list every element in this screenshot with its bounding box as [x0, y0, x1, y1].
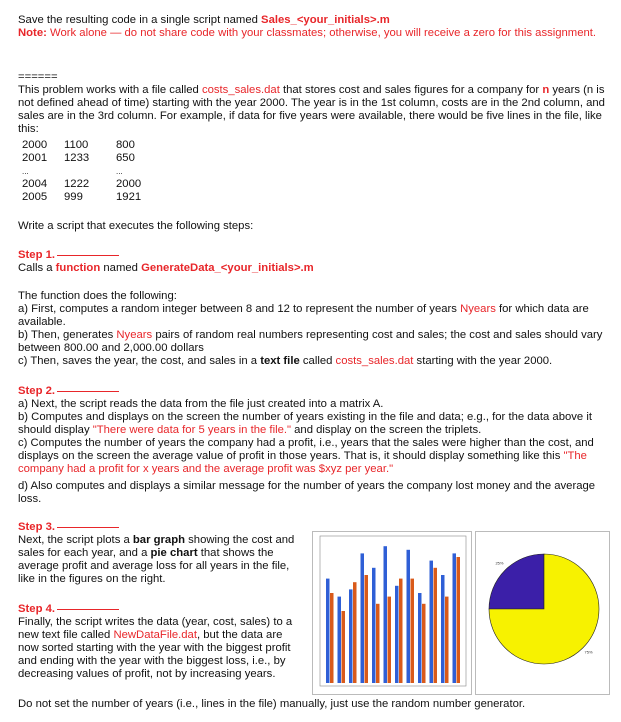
- note-label: Note:: [18, 27, 47, 39]
- pie-label-1: 75%: [584, 649, 593, 655]
- step1-title: Step 1.: [18, 249, 56, 261]
- bar-cost-10: [430, 561, 434, 683]
- bar-cost-3: [349, 589, 353, 683]
- step2-rule: [57, 391, 119, 392]
- table-cell: ...: [22, 167, 29, 176]
- bar-sales-9: [422, 604, 426, 683]
- step1-b-text: b) Then, generates: [18, 329, 117, 341]
- step1-a-text: a) First, computes a random integer between 8 and 12 to represent the number of years: [18, 303, 461, 315]
- intro-paragraph: [18, 84, 606, 136]
- step1-desc: The function does the following:: [18, 290, 177, 302]
- save-text: Save the resulting code in a single script named: [18, 14, 262, 26]
- step3-heading: [18, 521, 304, 534]
- step3-text: [18, 534, 304, 586]
- bar-sales-2: [342, 611, 346, 683]
- pie-group: [489, 554, 599, 664]
- intro-text-2: that stores cost and sales figures for a company for: [279, 84, 543, 96]
- step3-bar: bar graph: [132, 534, 186, 546]
- bar-cost-9: [418, 593, 422, 683]
- separator: ======: [18, 71, 58, 83]
- bar-chart: [312, 531, 472, 695]
- step4-text-1: Finally, the script writes the data (year, cost, sales) to a new text file called: [18, 616, 293, 641]
- step2-b-post: and display on the screen the triplets.: [291, 424, 482, 436]
- step2-c-text: c) Computes the number of years the company had a profit, i.e., years that the sales were higher than the cost, and displays on the screen the average value of profit in those years. That is, it should display something like this: [18, 437, 594, 462]
- table-cell: 2000: [116, 178, 142, 190]
- table-cell: [64, 165, 116, 178]
- step1-a-post: for which data are available.: [18, 303, 589, 328]
- step1-c-text: c) Then, saves the year, the cost, and sales in a: [18, 355, 261, 367]
- table-cell: 2001: [22, 152, 48, 164]
- table-row: [22, 152, 141, 165]
- bar-sales-3: [353, 582, 357, 683]
- save-instruction: [18, 14, 606, 27]
- table-row: [22, 178, 141, 191]
- bar-sales-11: [445, 597, 449, 683]
- bar-cost-7: [395, 586, 399, 683]
- bar-cost-5: [372, 568, 376, 683]
- step4-text: [18, 616, 304, 681]
- table-row: [22, 165, 141, 178]
- step1-c: [18, 355, 606, 368]
- step3-text-3: that shows the average profit and average loss for all years in the file, like in the figures on the right.: [18, 547, 290, 585]
- bar-sales-1: [330, 593, 334, 683]
- step1-function-name: GenerateData_<your_initials>.m: [141, 262, 314, 274]
- step1-call: [18, 262, 606, 275]
- step4-title: Step 4.: [18, 603, 56, 615]
- step1-a-var: Nyears: [460, 303, 496, 315]
- note-text: Work alone — do not share code with your classmates; otherwise, you will receive a zero for this assignment.: [46, 27, 597, 39]
- step3-text-1: Next, the script plots a: [18, 534, 133, 546]
- step3-rule: [57, 527, 119, 528]
- table-cell: 1100: [64, 139, 89, 151]
- footer-note: Do not set the number of years (i.e., lines in the file) manually, just use the random number generator.: [18, 698, 526, 710]
- intro-text-1: This problem works with a file called: [18, 84, 202, 96]
- step4-rule: [57, 609, 119, 610]
- table-row: [22, 139, 141, 152]
- table-cell: 2005: [22, 191, 48, 203]
- bar-cost-4: [361, 553, 365, 683]
- step1-c-mid: called: [299, 355, 336, 367]
- step3-title: Step 3.: [18, 521, 56, 533]
- step1-b-var: Nyears: [116, 329, 153, 341]
- step2-b-text: b) Computes and displays on the screen the number of years existing in the file and data; e.g., for the data above it should display: [18, 411, 592, 436]
- bar-cost-12: [453, 553, 457, 683]
- step1-text-2: named: [100, 262, 142, 274]
- note: [18, 27, 606, 40]
- script-name: Sales_<your_initials>.m: [261, 14, 390, 26]
- example-table: [22, 139, 141, 204]
- step1-b-post: pairs of random real numbers representing cost and sales; the cost and sales should vary between 800.00 and 2,000.00 dollars: [18, 329, 603, 354]
- step1-c-file: costs_sales.dat: [335, 355, 414, 367]
- step3-pie: pie chart: [150, 547, 198, 559]
- table-cell: 999: [64, 191, 83, 203]
- step1-rule: [57, 255, 119, 256]
- intro-text-3: years (n is not defined ahead of time) starting with the year 2000. The year is in the 1st column, costs are in the 2nd column, and sales are in the 3rd column. For example, if data for five years were available, there would be five lines in the file, like this:: [18, 84, 605, 135]
- bar-sales-4: [365, 575, 369, 683]
- step1-heading: [18, 249, 606, 262]
- intro-n: n: [542, 84, 550, 96]
- step2-c: [18, 437, 606, 476]
- step4-text-2: , but the data are now sorted starting with the year with the biggest profit and ending with the year with the biggest loss, i.e., by decreasing values of profit, not by increasing years.: [18, 629, 291, 680]
- step2-b: [18, 411, 606, 437]
- table-cell: 800: [116, 139, 135, 151]
- step4-file: NewDataFile.dat: [113, 629, 197, 641]
- step4-heading: [18, 603, 304, 616]
- step2-c-quote: "The company had a profit for x years and the average profit was $xyz per year.": [18, 450, 587, 475]
- bar-cost-2: [338, 597, 342, 683]
- bar-sales-5: [376, 604, 380, 683]
- table-cell: 1921: [116, 191, 142, 203]
- step2-heading: [18, 385, 606, 398]
- step1-function: function: [55, 262, 101, 274]
- table-cell: ...: [116, 167, 123, 176]
- step1-c-bold: text file: [260, 355, 300, 367]
- step1-c-post: starting with the year 2000.: [413, 355, 553, 367]
- pie-chart: [475, 531, 610, 695]
- pie-label-0: 25%: [495, 560, 504, 566]
- table-cell: 650: [116, 152, 135, 164]
- step2-title: Step 2.: [18, 385, 56, 397]
- bar-sales-6: [388, 597, 392, 683]
- intro-file: costs_sales.dat: [201, 84, 280, 96]
- table-cell: 1233: [64, 152, 90, 164]
- step2-b-quote: "There were data for 5 years in the file.": [92, 424, 292, 436]
- bar-cost-1: [326, 579, 330, 683]
- bar-sales-10: [434, 568, 438, 683]
- write-script: Write a script that executes the following steps:: [18, 220, 254, 232]
- table-cell: 2000: [22, 139, 48, 151]
- step2-d: d) Also computes and displays a similar message for the number of years the company lost money and the average loss.: [18, 480, 596, 505]
- step1-b: [18, 329, 606, 355]
- bar-sales-7: [399, 579, 403, 683]
- step1-a: [18, 303, 606, 329]
- bar-cost-6: [384, 546, 388, 683]
- table-cell: 1222: [64, 178, 90, 190]
- bar-cost-8: [407, 550, 411, 683]
- step3-text-2: showing the cost and sales for each year, and a: [18, 534, 295, 559]
- bar-sales-8: [411, 579, 415, 683]
- bar-cost-11: [441, 575, 445, 683]
- step1-text-1: Calls a: [18, 262, 56, 274]
- table-row: [22, 191, 141, 204]
- table-cell: 2004: [22, 178, 48, 190]
- step2-a: a) Next, the script reads the data from the file just created into a matrix A.: [18, 398, 384, 410]
- bar-sales-12: [457, 557, 461, 683]
